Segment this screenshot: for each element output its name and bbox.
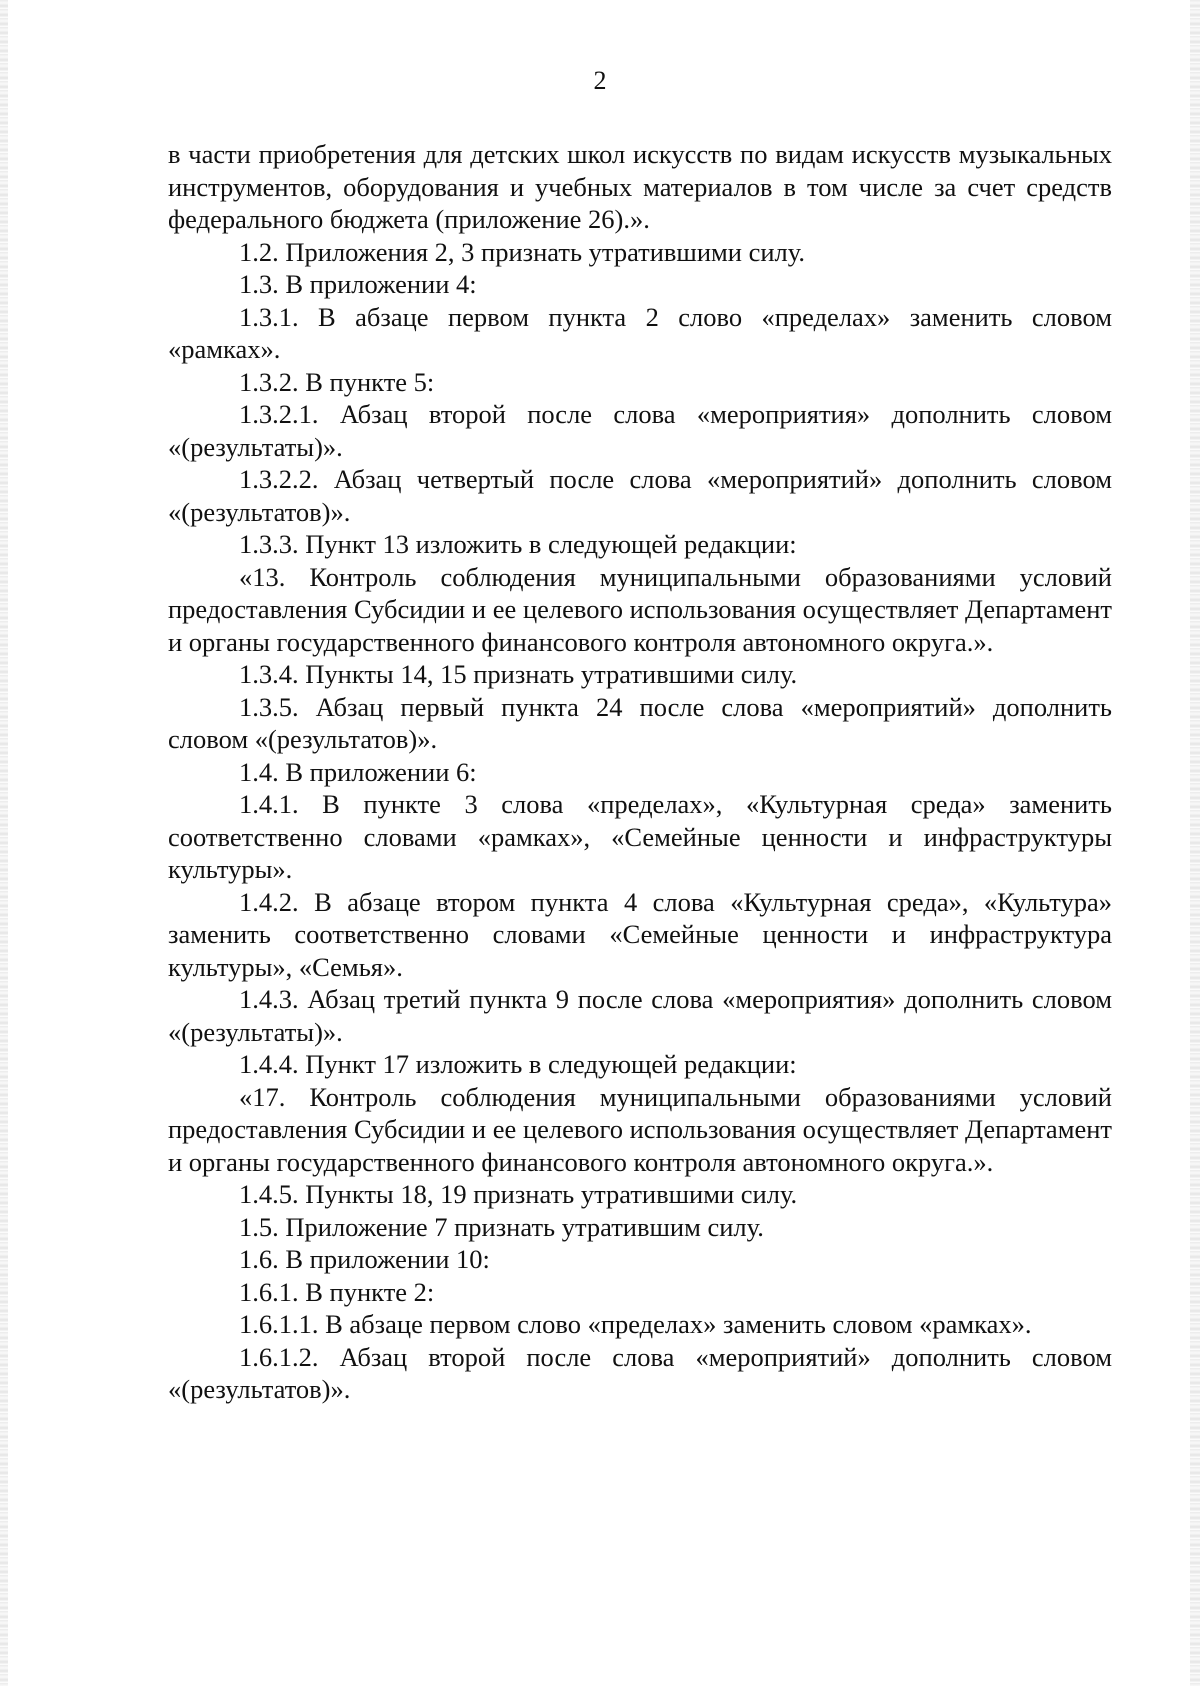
paragraph-1-3-5: 1.3.5. Абзац первый пункта 24 после слова «мероприятий» дополнить словом «(результатов)». — [168, 691, 1112, 754]
paragraph-1-4-5: 1.4.5. Пункты 18, 19 признать утратившими силу. — [239, 1179, 798, 1209]
paragraph-1-3-3: 1.3.3. Пункт 13 изложить в следующей редакции: — [239, 529, 797, 559]
paragraph-1-2: 1.2. Приложения 2, 3 признать утратившими силу. — [239, 236, 805, 267]
paragraph-1-4-4: 1.4.4. Пункт 17 изложить в следующей редакции: — [239, 1049, 797, 1079]
scan-edge-left — [0, 0, 8, 1686]
paragraph-quoted-13: «13. Контроль соблюдения муниципальными образованиями условий предоставления Субсидии и ее целевого использования осуществляет Департамент и органы государственного финансового контроля автономного округа.». — [168, 561, 1112, 657]
paragraph-1-6: 1.6. В приложении 10: — [239, 1244, 490, 1274]
paragraph-1-3-1: 1.3.1. В абзаце первом пункта 2 слово «пределах» заменить словом «рамках». — [168, 301, 1112, 364]
paragraph-1-6-1: 1.6.1. В пункте 2: — [239, 1276, 435, 1307]
paragraph-1-6-1-1: 1.6.1.1. В абзаце первом слово «пределах» заменить словом «рамках». — [239, 1309, 1032, 1339]
scan-edge-right — [1190, 0, 1200, 1686]
paragraph-1-3-2-1: 1.3.2.1. Абзац второй после слова «мероприятия» дополнить словом «(результаты)». — [168, 399, 1112, 462]
paragraph-1-4-2: 1.4.2. В абзаце втором пункта 4 слова «Культурная среда», «Культура» заменить соответственно словами «Семейные ценности и инфраструктура культуры», «Семья». — [168, 886, 1112, 982]
paragraph-1-4-1: 1.4.1. В пункте 3 слова «пределах», «Культурная среда» заменить соответственно словами «рамках», «Семейные ценности и инфраструктуры культуры». — [168, 789, 1112, 884]
paragraph-1-3-4: 1.3.4. Пункты 14, 15 признать утратившими силу. — [239, 659, 798, 689]
paragraph-1-4-3: 1.4.3. Абзац третий пункта 9 после слова «мероприятия» дополнить словом «(результаты)». — [168, 984, 1112, 1047]
document-body — [168, 138, 1112, 1406]
paragraph-1-3: 1.3. В приложении 4: — [239, 269, 477, 299]
page-number: 2 — [593, 66, 607, 95]
paragraph-continuation: в части приобретения для детских школ искусств по видам искусств музыкальных инструментов, оборудования и учебных материалов в том числе за счет средств федерального бюджета (приложение 26).». — [168, 139, 1112, 234]
paragraph-1-6-1-2: 1.6.1.2. Абзац второй после слова «мероприятий» дополнить словом «(результатов)». — [168, 1341, 1112, 1404]
paragraph-1-3-2: 1.3.2. В пункте 5: — [239, 366, 435, 397]
paragraph-quoted-17: «17. Контроль соблюдения муниципальными образованиями условий предоставления Субсидии и ее целевого использования осуществляет Департамент и органы государственного финансового контроля автономного округа.». — [168, 1081, 1112, 1177]
paragraph-1-5: 1.5. Приложение 7 признать утратившим силу. — [239, 1211, 764, 1242]
paragraph-1-3-2-2: 1.3.2.2. Абзац четвертый после слова «мероприятий» дополнить словом «(результатов)». — [168, 464, 1112, 527]
paragraph-1-4: 1.4. В приложении 6: — [239, 756, 477, 787]
